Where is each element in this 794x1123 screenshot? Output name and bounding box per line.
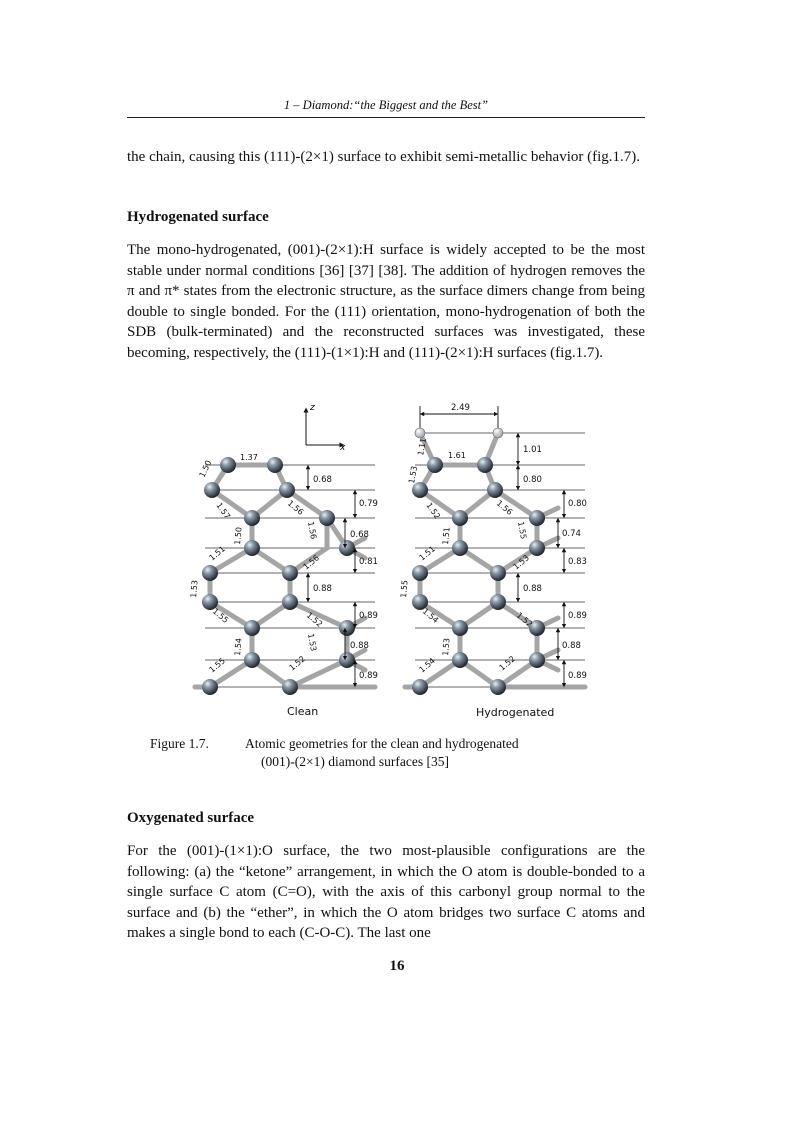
clean-bond-label: 1.55 [210, 606, 231, 625]
hydro-spacing-label: 0.80 [568, 499, 587, 509]
clean-spacing-label: 0.81 [359, 557, 378, 567]
clean-bond-label: 1.53 [189, 579, 200, 599]
hydro-bond-label: 1.54 [417, 656, 437, 675]
hydro-spacing-label: 0.89 [568, 611, 587, 621]
hydro-bond-label: 1.51 [441, 526, 452, 546]
caption-line-2: (001)-(2×1) diamond surfaces [35] [261, 754, 449, 769]
hydro-bond-label: 1.55 [399, 579, 410, 599]
hydro-bond-label: 1.51 [417, 544, 437, 563]
caption-label: Figure 1.7. [150, 736, 209, 751]
hydro-spacing-label: 0.80 [523, 475, 542, 485]
hydro-bond-label: 1.56 [494, 498, 515, 517]
hydro-bond-label: 1.53 [407, 465, 420, 485]
hydro-top-bond-label: 1.61 [448, 451, 466, 460]
page-number: 16 [389, 958, 405, 974]
axis-x-label: x [340, 443, 346, 453]
hydro-spacing-label: 0.89 [568, 671, 587, 681]
clean-bond-label: 1.56 [306, 520, 318, 540]
clean-spacing-label: 0.68 [313, 475, 332, 485]
clean-bond-label: 1.55 [207, 656, 227, 675]
hydro-spacing-label: 0.74 [562, 529, 581, 539]
header-rule [127, 117, 645, 118]
paragraph-oxygenated: For the (001)-(1×1):O surface, the two most-plausible configurations are the following: (a) the “ketone” arrangement, in which the O atom is double-bonded to a single surface C atom (C=O), with the axis of this carbonyl group normal to the surface and (b) the “ether”, in which the O atom bridges two surface C atoms and makes a single bond to each (C-O-C). The last one [127, 843, 645, 941]
heading-hydrogenated-surface: Hydrogenated surface [127, 209, 269, 225]
clean-structure [189, 453, 378, 718]
hydro-bond-label: 1.52 [497, 654, 517, 673]
hydro-spacing-label: 1.01 [523, 445, 542, 455]
running-header: 1 – Diamond:“the Biggest and the Best” [283, 98, 489, 112]
clean-spacing-label: 0.89 [359, 671, 378, 681]
clean-spacing-label: 0.79 [359, 499, 378, 509]
clean-bond-label: 1.52 [287, 654, 307, 673]
figure-caption [150, 735, 620, 771]
clean-bond-label: 1.56 [301, 553, 321, 572]
hydro-bond-label: 1.53 [441, 637, 452, 657]
clean-bond-label: 1.51 [207, 544, 227, 563]
hydro-bond-label: 1.55 [516, 520, 528, 540]
hydro-width-label: 2.49 [451, 403, 470, 413]
clean-bond-label: 1.57 [214, 500, 232, 521]
hydro-spacing-label: 0.83 [568, 557, 587, 567]
hydro-ch-bond-label: 1.11 [416, 437, 429, 457]
hydro-spacing-label: 0.88 [562, 641, 581, 651]
clean-spacing-label: 0.88 [350, 641, 369, 651]
caption-line-1: Atomic geometries for the clean and hydrogenated [245, 736, 519, 751]
heading-oxygenated-surface: Oxygenated surface [127, 810, 255, 826]
axis-indicator [306, 403, 346, 453]
clean-bond-label: 1.50 [233, 526, 244, 546]
paragraph-hydrogenated: The mono-hydrogenated, (001)-(2×1):H surface is widely accepted to be the most stable under normal conditions [36] [37] [38]. The addition of hydrogen removes the π and π* states from the electronic structure, as the surface dimers change from being double to single bonded. For the (111) orientation, mono-hydrogenation of both the SDB (bulk-terminated) and the reconstructed surfaces was investigated, these becoming, respectively, the (111)-(1×1):H and (111)-(2×1):H surfaces (fig.1.7). [127, 242, 645, 361]
hydro-spacing-label: 0.88 [523, 584, 542, 594]
clean-spacing-label: 0.89 [359, 611, 378, 621]
clean-top-bond-label: 1.37 [240, 453, 258, 462]
hydro-bond-label: 1.52 [424, 500, 442, 521]
clean-label: Clean [287, 705, 319, 718]
hydro-bond-label: 1.52 [514, 610, 535, 629]
axis-z-label: z [310, 403, 315, 413]
hydrogenated-structure [399, 403, 587, 719]
clean-bond-label: 1.50 [197, 458, 214, 479]
hydrogenated-label: Hydrogenated [476, 706, 555, 719]
clean-spacing-label: 0.88 [313, 584, 332, 594]
clean-spacing-label: 0.68 [350, 530, 369, 540]
clean-bond-label: 1.54 [233, 637, 244, 657]
clean-bond-label: 1.53 [306, 632, 318, 652]
clean-bond-label: 1.56 [285, 498, 306, 517]
hydro-bond-label: 1.53 [511, 553, 531, 572]
figure-atomic-geometries [180, 398, 600, 723]
clean-bond-label: 1.52 [304, 610, 325, 629]
hydro-bond-label: 1.54 [420, 606, 441, 625]
paragraph-semi-metallic: the chain, causing this (111)-(2×1) surface to exhibit semi-metallic behavior (fig.1.7). [127, 149, 641, 165]
